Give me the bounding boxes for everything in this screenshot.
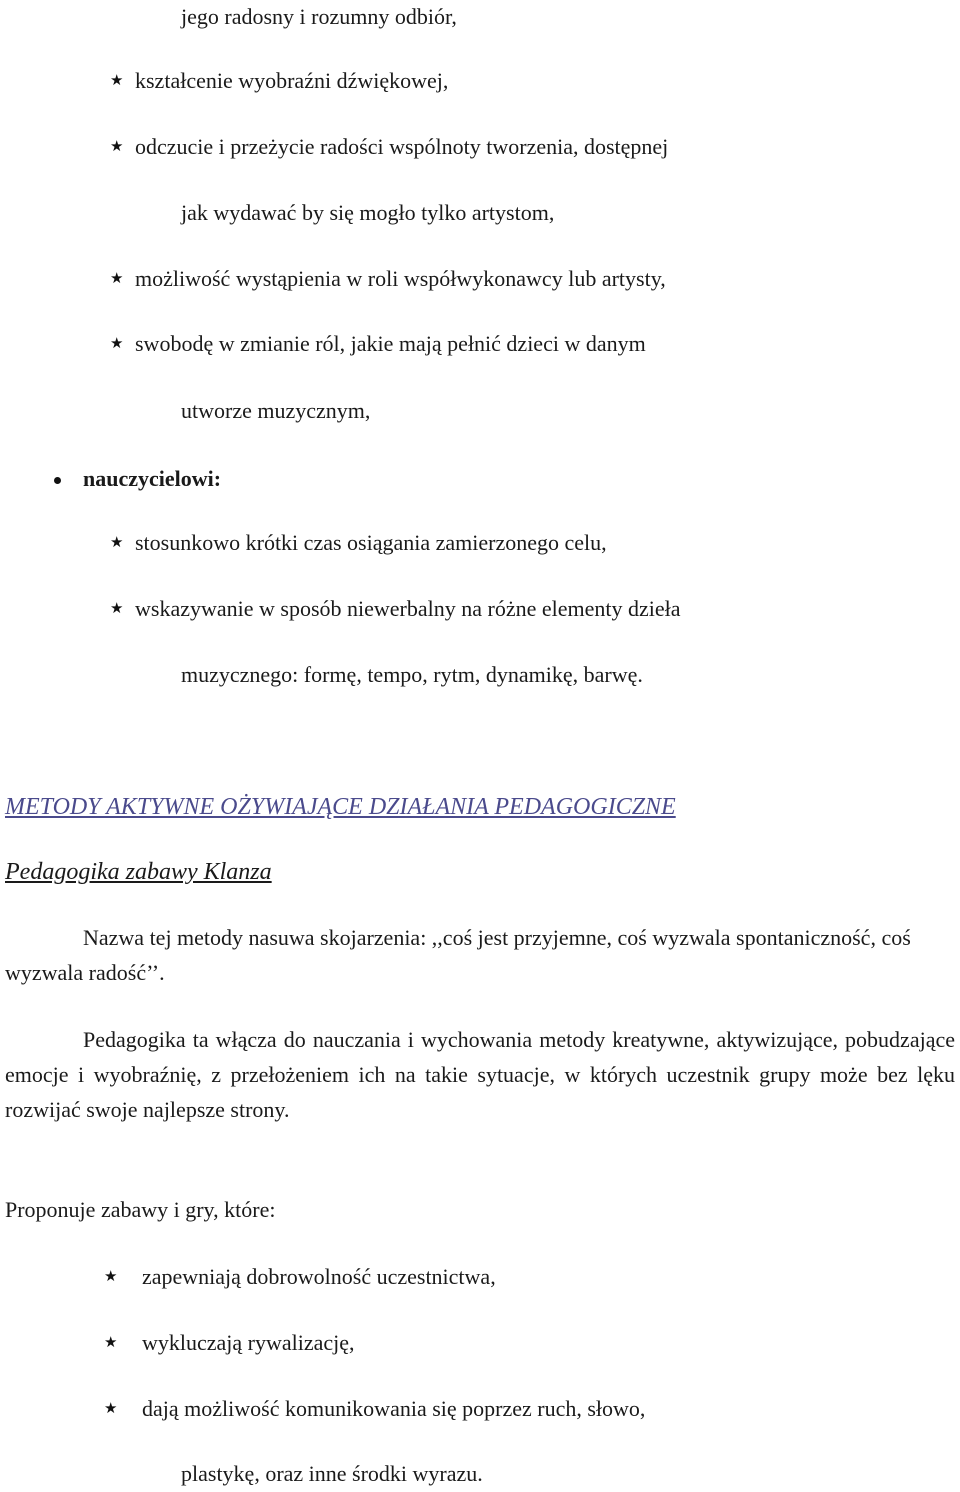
paragraph-2-text: Pedagogika ta włącza do nauczania i wychowania metody kreatywne, aktywizujące, pobudzające emocje i wyobraźnię, z przełożeniem ich na takie sytuacje, w których uczestnik grupy może bez lęku rozwijać swoje najlepsze strony. (5, 1027, 955, 1122)
star-bullet-icon: ★ (110, 271, 124, 287)
star-bullet-icon: ★ (104, 1269, 118, 1285)
list-item: kształcenie wyobraźni dźwiękowej, (135, 68, 449, 93)
star-bullet-icon: ★ (110, 139, 124, 155)
star-bullet-icon: ★ (110, 73, 124, 89)
star-bullet-icon: ★ (110, 601, 124, 617)
teacher-label: nauczycielowi: (83, 466, 222, 491)
star-bullet-icon: ★ (104, 1335, 118, 1351)
paragraph-1 (5, 920, 955, 990)
list-item: odczucie i przeżycie radości wspólnoty tworzenia, dostępnej (135, 134, 669, 159)
paragraph-2 (5, 1022, 955, 1127)
list-item-continuation: utworze muzycznym, (181, 398, 371, 423)
section-subheading: Pedagogika zabawy Klanza (5, 859, 272, 885)
star-bullet-icon: ★ (104, 1401, 118, 1417)
dot-bullet-icon (54, 477, 61, 484)
list-item: zapewniają dobrowolność uczestnictwa, (142, 1264, 496, 1289)
list-item: wskazywanie w sposób niewerbalny na różne elementy dzieła (135, 596, 681, 621)
list-item: możliwość wystąpienia w roli współwykonawcy lub artysty, (135, 266, 666, 291)
list-continuation: jego radosny i rozumny odbiór, (181, 4, 457, 29)
list-item: dają możliwość komunikowania się poprzez ruch, słowo, (142, 1396, 646, 1421)
list-item-continuation: plastykę, oraz inne środki wyrazu. (181, 1461, 483, 1486)
games-intro: Proponuje zabawy i gry, które: (5, 1197, 276, 1222)
list-item-continuation: muzycznego: formę, tempo, rytm, dynamikę, barwę. (181, 662, 643, 687)
list-item-continuation: jak wydawać by się mogło tylko artystom, (181, 200, 555, 225)
section-heading: METODY AKTYWNE OŻYWIAJĄCE DZIAŁANIA PEDAGOGICZNE (5, 794, 676, 820)
star-bullet-icon: ★ (110, 535, 124, 551)
star-bullet-icon: ★ (110, 336, 124, 352)
list-item: wykluczają rywalizację, (142, 1330, 355, 1355)
paragraph-1-text: Nazwa tej metody nasuwa skojarzenia: ,,coś jest przyjemne, coś wyzwala spontaniczność, coś wyzwala radość’’. (5, 925, 911, 985)
list-item: stosunkowo krótki czas osiągania zamierzonego celu, (135, 530, 607, 555)
list-item: swobodę w zmianie ról, jakie mają pełnić dzieci w danym (135, 331, 646, 356)
